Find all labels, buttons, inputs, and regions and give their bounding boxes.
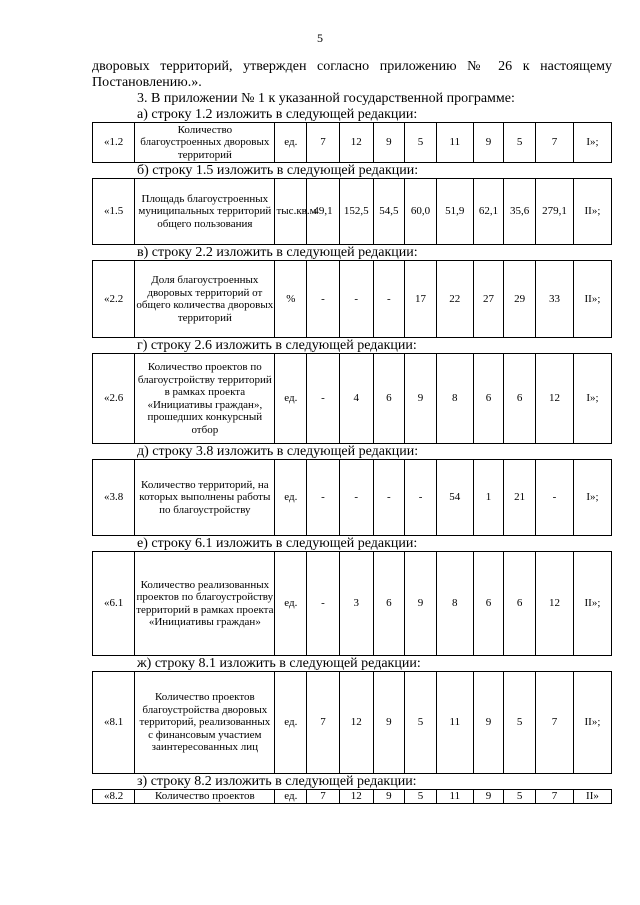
section-heading: б) строку 1.5 изложить в следующей редакции:	[137, 163, 419, 178]
cell-category: II»;	[573, 552, 611, 656]
section-heading: а) строку 1.2 изложить в следующей редакции:	[137, 107, 418, 122]
cell-value: 12	[339, 790, 373, 804]
cell-value: 5	[504, 790, 536, 804]
section-heading: ж) строку 8.1 изложить в следующей редакции:	[137, 656, 421, 671]
cell-name: Количество реализованных проектов по благоустройству территорий в рамках проекта «Инициативы граждан»	[135, 552, 275, 656]
cell-value: 9	[373, 672, 405, 774]
cell-value: 3	[339, 552, 373, 656]
cell-value: 5	[504, 672, 536, 774]
cell-value: 35,6	[504, 179, 536, 245]
indicator-table	[92, 551, 612, 656]
table-row	[93, 179, 612, 245]
cell-value: -	[339, 261, 373, 338]
cell-unit: ед.	[275, 552, 307, 656]
table-row	[93, 552, 612, 656]
cell-value: 9	[473, 672, 504, 774]
document-body	[92, 59, 612, 804]
cell-value: 11	[436, 123, 473, 163]
cell-code: «8.1	[93, 672, 135, 774]
cell-name: Доля благоустроенных дворовых территорий от общего количества дворовых территорий	[135, 261, 275, 338]
cell-category: II»;	[573, 261, 611, 338]
cell-value: -	[307, 354, 340, 444]
cell-value: 12	[339, 672, 373, 774]
table-row	[93, 354, 612, 444]
cell-value: 7	[535, 123, 573, 163]
indicator-table	[92, 178, 612, 245]
cell-value: 51,9	[436, 179, 473, 245]
cell-value: 12	[535, 552, 573, 656]
cell-value: 9	[405, 354, 437, 444]
cell-value: 17	[405, 261, 437, 338]
cell-value: 152,5	[339, 179, 373, 245]
cell-value: 7	[307, 672, 340, 774]
cell-value: 6	[473, 354, 504, 444]
cell-value: -	[373, 460, 405, 536]
cell-category: I»;	[573, 123, 611, 163]
cell-value: -	[307, 552, 340, 656]
cell-unit: %	[275, 261, 307, 338]
cell-category: I»;	[573, 354, 611, 444]
indicator-table	[92, 459, 612, 536]
section-heading: з) строку 8.2 изложить в следующей редакции:	[137, 774, 417, 789]
cell-value: 22	[436, 261, 473, 338]
cell-value: 9	[473, 123, 504, 163]
cell-value: 8	[436, 354, 473, 444]
section-1-2	[92, 107, 612, 163]
cell-name: Количество проектов благоустройства дворовых территорий, реализованных с финансовым участием заинтересованных лиц	[135, 672, 275, 774]
cell-code: «2.2	[93, 261, 135, 338]
section-8-1	[92, 656, 612, 774]
cell-value: 7	[307, 790, 340, 804]
cell-value: 27	[473, 261, 504, 338]
cell-value: 6	[373, 552, 405, 656]
indicator-table	[92, 122, 612, 163]
cell-unit: ед.	[275, 354, 307, 444]
cell-code: «3.8	[93, 460, 135, 536]
section-2-2	[92, 245, 612, 338]
cell-value: -	[535, 460, 573, 536]
cell-code: «1.2	[93, 123, 135, 163]
cell-category: II»	[573, 790, 611, 804]
cell-value: 6	[373, 354, 405, 444]
section-heading: г) строку 2.6 изложить в следующей редакции:	[137, 338, 417, 353]
cell-name: Площадь благоустроенных муниципальных территорий общего пользования	[135, 179, 275, 245]
indicator-table	[92, 789, 612, 804]
cell-value: -	[405, 460, 437, 536]
section-8-2	[92, 774, 612, 804]
cell-value: 54	[436, 460, 473, 536]
cell-value: 279,1	[535, 179, 573, 245]
cell-value: 62,1	[473, 179, 504, 245]
cell-value: -	[373, 261, 405, 338]
cell-value: 5	[405, 790, 437, 804]
cell-value: 60,0	[405, 179, 437, 245]
cell-value: 1	[473, 460, 504, 536]
cell-name: Количество проектов по благоустройству территорий в рамках проекта «Инициативы граждан», прошедших конкурсный отбор	[135, 354, 275, 444]
cell-unit: ед.	[275, 123, 307, 163]
cell-category: II»;	[573, 179, 611, 245]
cell-value: 11	[436, 672, 473, 774]
table-row	[93, 790, 612, 804]
cell-value: 7	[535, 672, 573, 774]
intro-line-3: 3. В приложении № 1 к указанной государственной программе:	[137, 91, 515, 106]
cell-code: «2.6	[93, 354, 135, 444]
cell-value: 9	[405, 552, 437, 656]
indicator-table	[92, 353, 612, 444]
cell-name: Количество благоустроенных дворовых территорий	[135, 123, 275, 163]
cell-value: 49,1	[307, 179, 340, 245]
cell-value: 6	[504, 354, 536, 444]
section-heading: в) строку 2.2 изложить в следующей редакции:	[137, 245, 418, 260]
cell-category: I»;	[573, 460, 611, 536]
cell-value: 5	[405, 672, 437, 774]
cell-value: 12	[339, 123, 373, 163]
cell-value: 9	[373, 790, 405, 804]
cell-value: 8	[436, 552, 473, 656]
cell-unit: тыс.кв.м	[275, 179, 307, 245]
cell-value: 9	[473, 790, 504, 804]
page-number: 5	[317, 31, 323, 45]
table-row	[93, 261, 612, 338]
table-row	[93, 123, 612, 163]
cell-value: -	[307, 460, 340, 536]
cell-value: 11	[436, 790, 473, 804]
cell-value: 12	[535, 354, 573, 444]
cell-value: 29	[504, 261, 536, 338]
cell-value: 21	[504, 460, 536, 536]
cell-value: 54,5	[373, 179, 405, 245]
section-1-5	[92, 163, 612, 245]
section-heading: д) строку 3.8 изложить в следующей редакции:	[137, 444, 419, 459]
section-3-8	[92, 444, 612, 536]
cell-code: «6.1	[93, 552, 135, 656]
cell-value: 7	[535, 790, 573, 804]
indicator-table	[92, 671, 612, 774]
cell-value: 9	[373, 123, 405, 163]
cell-value: 6	[504, 552, 536, 656]
cell-name: Количество проектов	[135, 790, 275, 804]
intro-line-2: Постановлению.».	[92, 75, 202, 90]
cell-unit: ед.	[275, 460, 307, 536]
section-2-6	[92, 338, 612, 444]
section-6-1	[92, 536, 612, 656]
cell-category: II»;	[573, 672, 611, 774]
cell-value: 7	[307, 123, 340, 163]
intro-line-1: дворовых территорий, утвержден согласно приложению № 26 к настоящему	[92, 59, 612, 74]
cell-code: «1.5	[93, 179, 135, 245]
table-row	[93, 672, 612, 774]
cell-value: -	[307, 261, 340, 338]
indicator-table	[92, 260, 612, 338]
cell-code: «8.2	[93, 790, 135, 804]
cell-name: Количество территорий, на которых выполнены работы по благоустройству	[135, 460, 275, 536]
cell-value: 5	[504, 123, 536, 163]
section-heading: е) строку 6.1 изложить в следующей редакции:	[137, 536, 418, 551]
cell-value: 4	[339, 354, 373, 444]
cell-value: 6	[473, 552, 504, 656]
cell-value: 5	[405, 123, 437, 163]
table-row	[93, 460, 612, 536]
cell-value: -	[339, 460, 373, 536]
cell-value: 33	[535, 261, 573, 338]
cell-unit: ед.	[275, 672, 307, 774]
cell-unit: ед.	[275, 790, 307, 804]
